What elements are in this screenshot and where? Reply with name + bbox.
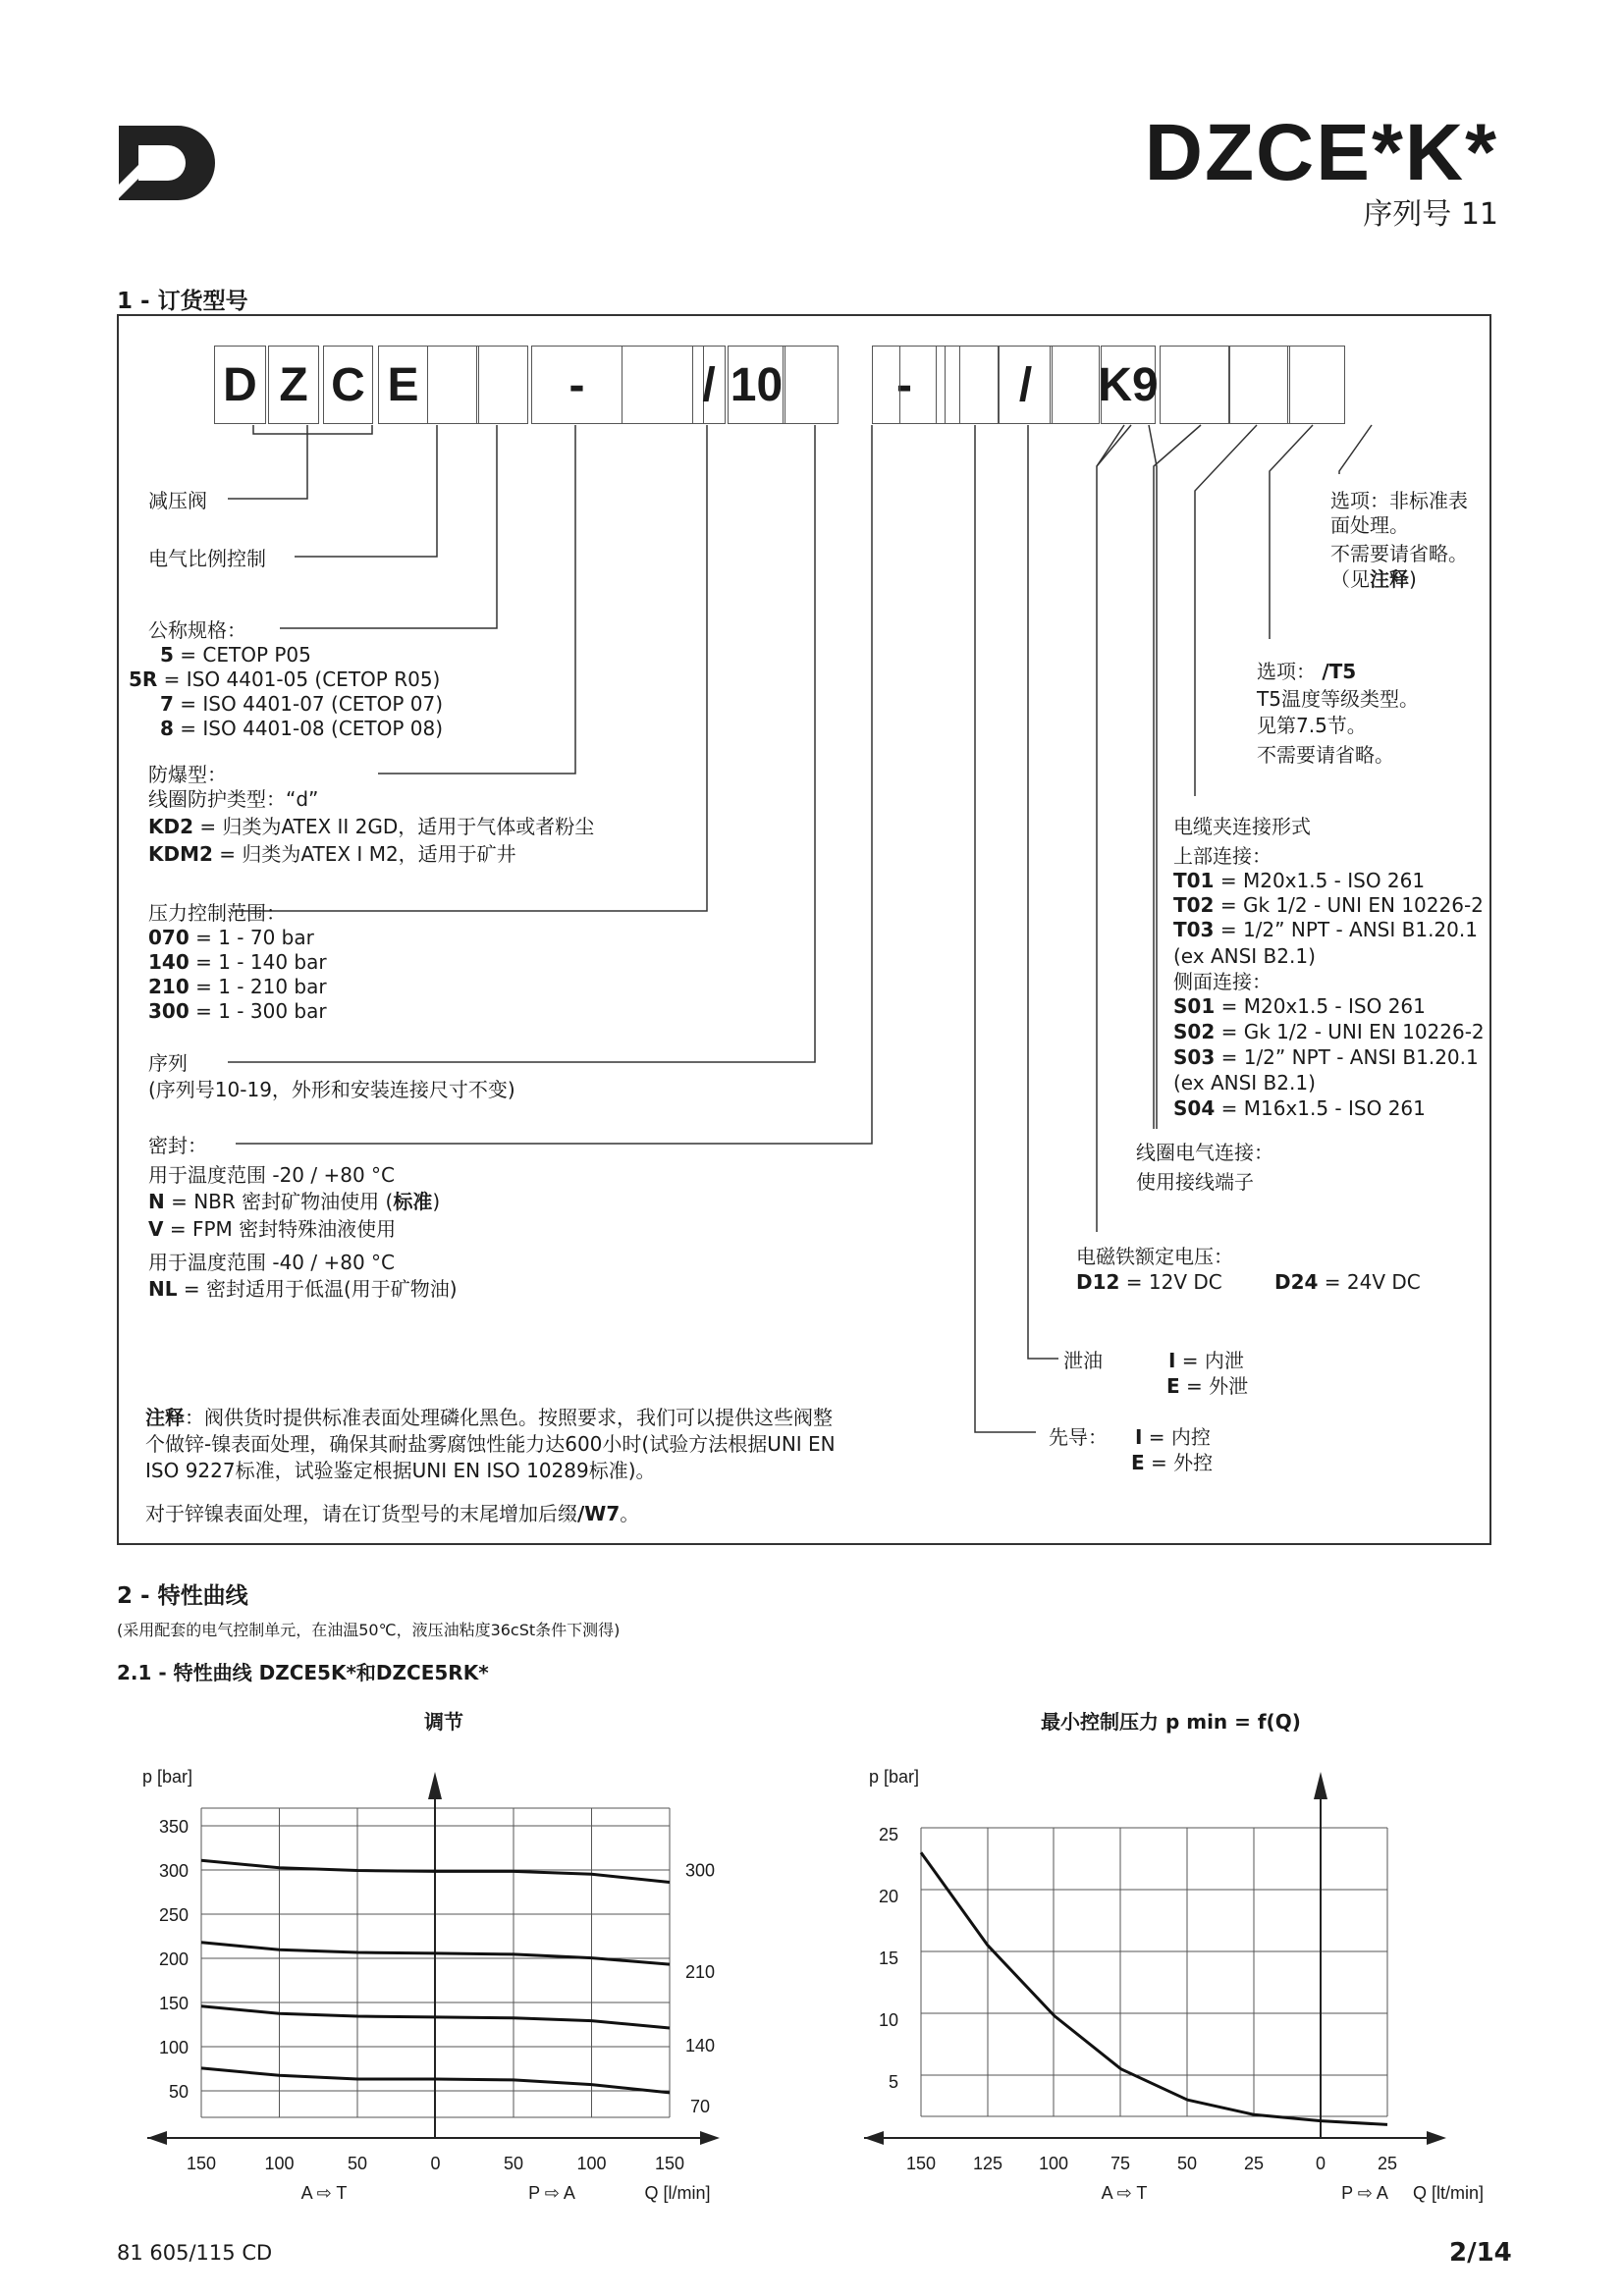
- drain-e: E = 外泄: [1166, 1374, 1249, 1398]
- y-tick-label: 100: [158, 2038, 189, 2057]
- footer-page: 2/14: [1449, 2238, 1512, 2268]
- cable-title: 电缆夹连接形式: [1173, 815, 1311, 838]
- series-label: 140: [684, 2036, 716, 2056]
- x-tick-label: 50: [503, 2154, 524, 2173]
- opt-t5-1: T5温度等级类型。: [1257, 687, 1419, 711]
- cable-side: 侧面连接：: [1173, 970, 1272, 993]
- x-axis-arrow: [864, 2131, 884, 2145]
- seal-v: V = FPM 密封特殊油液使用: [148, 1217, 397, 1241]
- series-number: 序列号 11: [1363, 197, 1498, 232]
- code-cell: K9: [1101, 346, 1156, 424]
- drain-title: 泄油: [1063, 1349, 1103, 1372]
- x-axis-arrow: [1427, 2131, 1446, 2145]
- code-cell: 10: [728, 346, 785, 424]
- cable-side-item: S01 = M20x1.5 - ISO 261: [1173, 994, 1426, 1018]
- series-note: (序列号10-19，外形和安装连接尺寸不变): [148, 1078, 515, 1101]
- x-dir-left: A ⇨ T: [300, 2183, 348, 2203]
- opt-surface-2: 面处理。: [1330, 513, 1409, 537]
- voltage-12: D12 = 12V DC: [1076, 1270, 1222, 1294]
- series-title: 序列: [148, 1051, 188, 1075]
- x-axis-label: Q [lt/min]: [1412, 2183, 1485, 2203]
- y-axis-arrow: [1314, 1772, 1327, 1799]
- pressure-item: 140 = 1 - 140 bar: [148, 950, 327, 974]
- cable-top-ex: (ex ANSI B2.1): [1173, 944, 1316, 968]
- y-tick-label: 350: [158, 1817, 189, 1837]
- x-tick-label: 0: [1315, 2154, 1326, 2173]
- explosion-title: 防爆型：: [148, 763, 227, 786]
- cable-top-item: T03 = 1/2” NPT - ANSI B1.20.1: [1173, 918, 1478, 941]
- cable-side-item: S02 = Gk 1/2 - UNI EN 10226-2: [1173, 1020, 1485, 1043]
- y-axis-label: p [bar]: [869, 1767, 920, 1787]
- voltage-24: D24 = 24V DC: [1274, 1270, 1421, 1294]
- x-tick-label: 75: [1110, 2154, 1131, 2173]
- cable-top: 上部连接：: [1173, 844, 1272, 868]
- label-proportional: 电气比例控制: [148, 547, 266, 570]
- seal-temp-1: 用于温度范围 -20 / +80 °C: [148, 1163, 396, 1187]
- coil-text: 使用接线端子: [1136, 1170, 1254, 1194]
- y-tick-label: 20: [878, 1887, 898, 1906]
- section-2-title: 2 - 特性曲线: [117, 1583, 248, 1609]
- opt-surface-3: 不需要请省略。: [1330, 542, 1468, 565]
- x-axis-arrow: [147, 2131, 167, 2145]
- code-cell: -: [531, 346, 623, 424]
- cable-side-ex: (ex ANSI B2.1): [1173, 1071, 1316, 1095]
- size-item: 7 = ISO 4401-07 (CETOP 07): [160, 692, 444, 716]
- x-dir-right: P ⇨ A: [528, 2183, 575, 2203]
- pressure-item: 210 = 1 - 210 bar: [148, 975, 327, 998]
- footer-doc: 81 605/115 CD: [117, 2241, 273, 2265]
- drain-i: I = 内泄: [1168, 1349, 1244, 1372]
- x-tick-label: 50: [1176, 2154, 1198, 2173]
- series-label: 210: [684, 1962, 716, 1983]
- x-dir-right: P ⇨ A: [1341, 2183, 1388, 2203]
- y-tick-label: 10: [878, 2010, 898, 2030]
- size-item: 5 = CETOP P05: [160, 643, 311, 667]
- y-axis-arrow: [428, 1772, 442, 1799]
- note-line-1: 注释：阀供货时提供标准表面处理磷化黑色。按照要求，我们可以提供这些阀整: [145, 1406, 833, 1429]
- seal-temp-2: 用于温度范围 -40 / +80 °C: [148, 1251, 396, 1274]
- x-tick-label: 100: [264, 2154, 295, 2173]
- x-tick-label: 25: [1243, 2154, 1265, 2173]
- series-line: [921, 1852, 1387, 2124]
- pressure-item: 070 = 1 - 70 bar: [148, 926, 314, 949]
- code-cell: /: [999, 346, 1053, 424]
- size-item: 8 = ISO 4401-08 (CETOP 08): [160, 717, 444, 740]
- x-axis-label: Q [l/min]: [644, 2183, 711, 2203]
- x-tick-label: 25: [1377, 2154, 1398, 2173]
- pilot-e: E = 外控: [1131, 1451, 1214, 1474]
- y-tick-label: 150: [158, 1994, 189, 2013]
- x-tick-label: 0: [430, 2154, 441, 2173]
- x-tick-label: 150: [905, 2154, 937, 2173]
- seal-n: N = NBR 密封矿物油使用 (标准): [148, 1190, 441, 1213]
- size-item: 5R = ISO 4401-05 (CETOP R05): [129, 667, 441, 691]
- seal-nl: NL = 密封适用于低温(用于矿物油): [148, 1277, 458, 1301]
- series-label: 300: [684, 1860, 716, 1881]
- section-2-1-title: 2.1 - 特性曲线 DZCE5K*和DZCE5RK*: [117, 1661, 489, 1684]
- coil-title: 线圈电气连接：: [1136, 1141, 1273, 1164]
- y-tick-label: 250: [158, 1905, 189, 1925]
- label-reducing-valve: 减压阀: [148, 489, 207, 512]
- pressure-title: 压力控制范围：: [148, 901, 286, 925]
- code-cell: /: [692, 346, 726, 424]
- voltage-title: 电磁铁额定电压：: [1076, 1245, 1233, 1268]
- explosion-item: KD2 = 归类为ATEX II 2GD，适用于气体或者粉尘: [148, 815, 595, 838]
- note-line-2: 个做锌-镍表面处理，确保其耐盐雾腐蚀性能力达600小时(试验方法根据UNI EN: [145, 1432, 836, 1456]
- pressure-item: 300 = 1 - 300 bar: [148, 999, 327, 1023]
- x-tick-label: 150: [186, 2154, 217, 2173]
- code-cell: E: [378, 346, 428, 424]
- explosion-item: KDM2 = 归类为ATEX I M2，适用于矿井: [148, 842, 516, 866]
- code-cell: D: [214, 346, 266, 424]
- code-cell: Z: [268, 346, 319, 424]
- opt-t5-2: 见第7.5节。: [1257, 714, 1367, 737]
- x-axis-arrow: [700, 2131, 720, 2145]
- code-cell: C: [323, 346, 373, 424]
- code-cell: -: [872, 346, 937, 424]
- x-tick-label: 100: [576, 2154, 607, 2173]
- model-title: DZCE*K*: [1144, 108, 1498, 197]
- cable-top-item: T01 = M20x1.5 - ISO 261: [1173, 869, 1426, 892]
- note-line-3: ISO 9227标准，试验鉴定根据UNI EN ISO 10289标准)。: [145, 1459, 656, 1482]
- x-tick-label: 100: [1038, 2154, 1069, 2173]
- cable-s04: S04 = M16x1.5 - ISO 261: [1173, 1096, 1426, 1120]
- y-tick-label: 25: [878, 1825, 898, 1844]
- y-tick-label: 300: [158, 1861, 189, 1881]
- series-label: 70: [689, 2096, 711, 2116]
- section-2-subtitle: (采用配套的电气控制单元，在油温50℃，液压油粘度36cSt条件下测得): [117, 1621, 621, 1639]
- x-tick-label: 125: [972, 2154, 1003, 2173]
- y-tick-label: 5: [888, 2072, 898, 2092]
- pilot-i: I = 内控: [1135, 1425, 1211, 1449]
- cable-side-item: S03 = 1/2” NPT - ANSI B1.20.1: [1173, 1045, 1479, 1069]
- y-axis-label: p [bar]: [142, 1767, 193, 1787]
- explosion-sub: 线圈防护类型：“d”: [148, 787, 319, 811]
- section-1-title: 1 - 订货型号: [117, 289, 248, 314]
- note-line-4: 对于锌镍表面处理，请在订货型号的末尾增加后缀/W7。: [145, 1502, 640, 1525]
- cable-top-item: T02 = Gk 1/2 - UNI EN 10226-2: [1173, 893, 1484, 917]
- opt-surface-1: 选项：非标准表: [1330, 489, 1468, 512]
- y-tick-label: 50: [168, 2082, 189, 2102]
- pilot-title: 先导：: [1049, 1425, 1108, 1449]
- chart1-title: 调节: [424, 1710, 463, 1734]
- y-tick-label: 200: [158, 1949, 189, 1969]
- seal-title: 密封：: [148, 1134, 207, 1157]
- x-tick-label: 150: [654, 2154, 685, 2173]
- x-tick-label: 50: [347, 2154, 368, 2173]
- x-dir-left: A ⇨ T: [1101, 2183, 1148, 2203]
- opt-t5-title: 选项： /T5: [1257, 660, 1357, 683]
- y-tick-label: 15: [878, 1949, 898, 1968]
- opt-surface-4: （见注释): [1330, 567, 1417, 591]
- opt-t5-3: 不需要请省略。: [1257, 743, 1394, 767]
- chart2-title: 最小控制压力 p min = f(Q): [1041, 1710, 1301, 1734]
- size-title: 公称规格：: [148, 618, 246, 642]
